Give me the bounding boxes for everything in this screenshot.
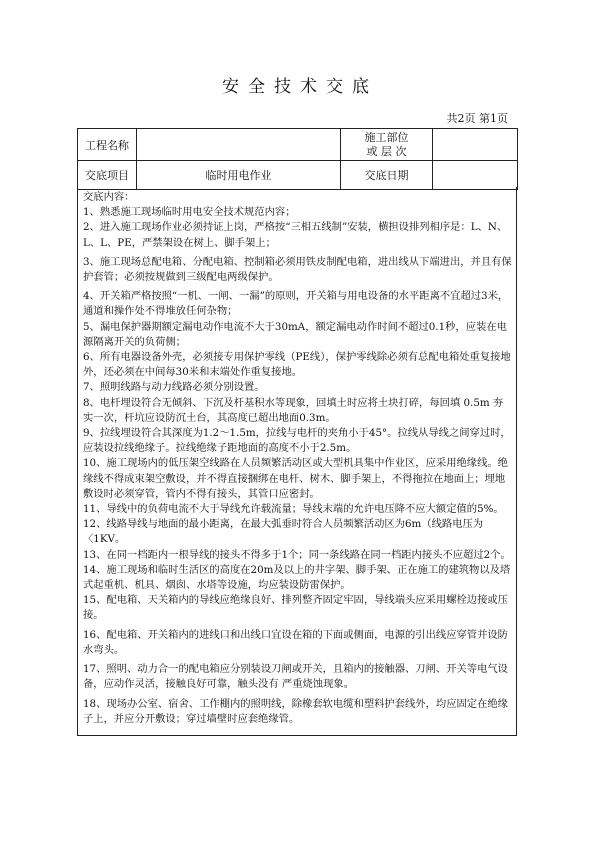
header-table bbox=[77, 128, 518, 190]
content-heading: 交底内容： bbox=[83, 191, 135, 203]
content-item-1: 1、熟悉施工现场临时用电安全技术规范内容； bbox=[83, 206, 296, 219]
content-item-8: 8、电杆埋设符合无倾斜、下沉及杆基积水等现象，回填土时应将土块打碎，每回填 0.5m 夯实一次，杆坑应设防沉土台，其高度已超出地面0.3m。 bbox=[83, 396, 504, 424]
content-item-13: 13、在同一档距内一根导线的接头不得多于1个；同一条线路在同一档距内接头不应超过2个。 bbox=[83, 548, 511, 561]
content-item-16: 16、配电箱、开关箱内的进线口和出线口宜设在箱的下面或侧面，电源的引出线应穿管并设防水弯头。 bbox=[83, 628, 508, 656]
content-item-12: 12、线路导线与地面的最小距离，在最大弧垂时符合人员频繁活动区为6m（线路电压为〈1KV。 bbox=[83, 518, 484, 546]
date-label: 交底日期 bbox=[341, 161, 433, 190]
location-value bbox=[433, 129, 518, 161]
content-item-3: 3、施工现场总配电箱、分配电箱、控制箱必须用铁皮制配电箱，进出线从下端进出，并且有保护套管；必须按规做到三级配电两级保护。 bbox=[83, 255, 512, 284]
content-item-17: 17、照明、动力合一的配电箱应分别装设刀闸或开关，且箱内的接触器、刀闸、开关等电气设备，应动作灵活，接触良好可靠，触头没有 严重烧蚀现象。 bbox=[83, 663, 508, 691]
content-item-10: 10、施工现场内的低压架空线路在人员频繁活动区或大型机具集中作业区，应采用绝缘线。绝缘线不得成束架空敷设，并不得直接捆绑在电杆、树木、脚手架上，不得拖拉在地面上；埋地敷设时必须穿管，管内不得有接头，其管口应密封。 bbox=[83, 457, 508, 500]
content-item-15: 15、配电箱、天关箱内的导线应绝缘良好、排列整齐固定牢固，导线端头应采用螺栓边接或压接。 bbox=[83, 594, 508, 622]
page-info: 共2页 第1页 bbox=[446, 112, 508, 125]
content-item-18: 18、现场办公室、宿舍、工作棚内的照明线，除橡套软电缆和塑料护套线外，均应固定在绝缘子上，并应分开敷设；穿过墙壁时应套绝缘管。 bbox=[83, 697, 508, 725]
content-item-2: 2、进入施工现场作业必须持证上岗，严格按“三相五线制”安装，横担设排列相序是：L、N、L、L、PE，严禁架设在树上、脚手架上； bbox=[83, 221, 508, 249]
content-item-7: 7、照明线路与动力线路必须分别设置。 bbox=[83, 381, 265, 394]
header-row-item bbox=[78, 161, 518, 190]
content-item-11: 11、导线中的负荷电流不大于导线允许载流量；导线末端的允许电压降不应大额定值的5%。 bbox=[83, 503, 504, 516]
location-label-line2: 或 层 次 bbox=[366, 144, 407, 158]
item-label: 交底项目 bbox=[78, 161, 137, 190]
location-label bbox=[341, 129, 433, 161]
content-item-14: 14、施工现场和临时生活区的高度在20m及以上的井字架、脚手架、正在施工的建筑物以及塔式起重机、机具、烟囱、水塔等设施，均应装设防雷保护。 bbox=[83, 563, 511, 592]
date-value bbox=[433, 161, 518, 190]
item-value: 临时用电作业 bbox=[137, 161, 341, 190]
project-name-value bbox=[137, 129, 341, 161]
content-box bbox=[77, 187, 517, 736]
header-row-project bbox=[78, 129, 518, 161]
location-label-line1: 施工部位 bbox=[364, 130, 409, 144]
content-item-4: 4、开关箱严格按照“一机、一闸、一漏”的原则，开关箱与用电设备的水平距离不宜超过3米，通道和操作处不得堆放任何杂物； bbox=[83, 290, 509, 318]
content-item-6: 6、所有电器设备外壳，必须接专用保护零线（PE线），保护零线除必须有总配电箱处重复接地外，还必须在中间每30米和末端处作重复接地。 bbox=[83, 351, 511, 379]
project-name-label: 工程名称 bbox=[78, 129, 137, 161]
content-item-5: 5、漏电保护器期额定漏电动作电流不大于30mA，额定漏电动作时间不超过0.1秒，应装在电源隔离开关的负荷侧； bbox=[83, 320, 507, 348]
content-item-9: 9、拉线埋设符合其深度为1.2～1.5m，拉线与电杆的夹角小于45°。拉线从导线之间穿过时，应装设拉线绝缘子。拉线绝缘子距地面的高度不小于2.5m。 bbox=[83, 427, 511, 455]
document-title: 安全技术交底 bbox=[222, 77, 378, 97]
